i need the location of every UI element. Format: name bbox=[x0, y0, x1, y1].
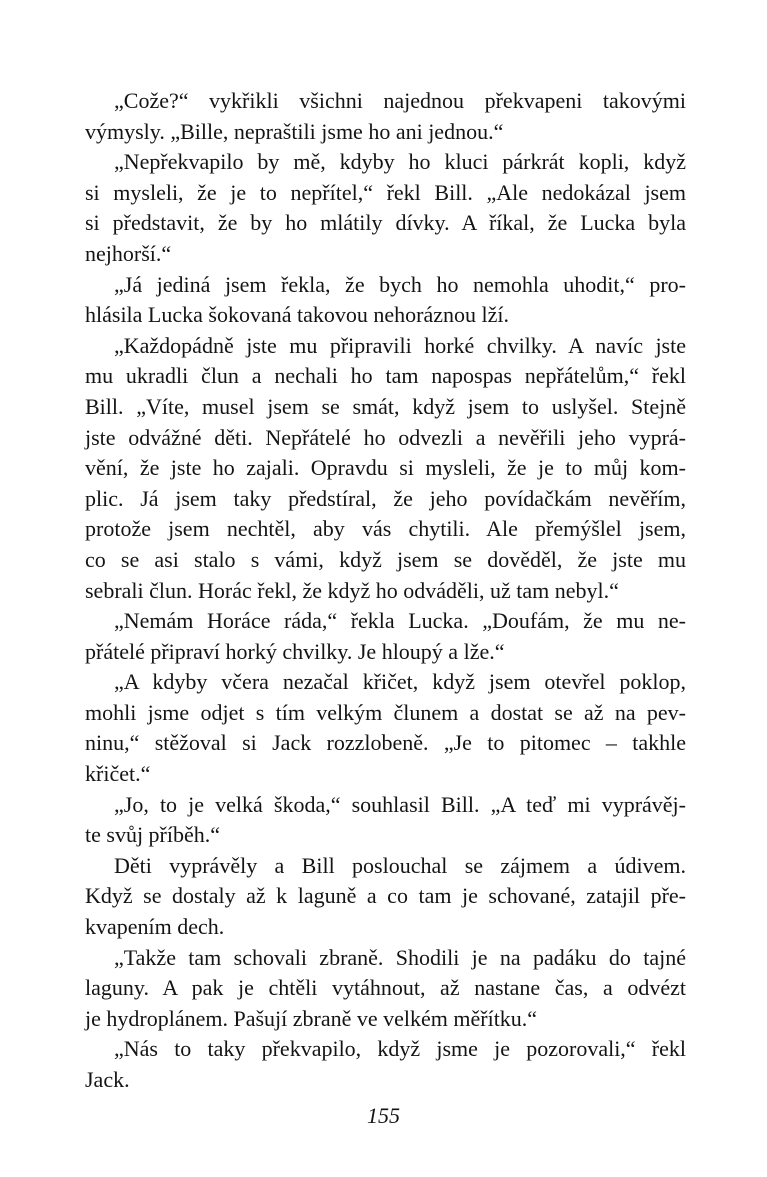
text-line: nejhorší.“ bbox=[85, 240, 172, 266]
text-line: mu ukradli člun a nechali ho tam napospas nepřátelům,“ řekl bbox=[85, 363, 686, 389]
paragraph bbox=[85, 851, 686, 943]
text-line: protože jsem nechtěl, aby vás chytili. Ale přemýšlel jsem, bbox=[85, 516, 686, 542]
text-line: křičet.“ bbox=[85, 761, 151, 787]
text-line: kvapením dech. bbox=[85, 914, 225, 940]
text-line: je hydroplánem. Pašují zbraně ve velkém měřítku.“ bbox=[85, 1005, 538, 1031]
paragraph bbox=[85, 147, 686, 269]
paragraph bbox=[85, 790, 686, 851]
text-line: „Cože?“ vykřikli všichni najednou překvapeni takovými bbox=[114, 88, 686, 113]
text-line: si mysleli, že je to nepřítel,“ řekl Bill. „Ale nedokázal jsem bbox=[85, 179, 686, 205]
text-line: hlásila Lucka šokovaná takovou nehoráznou lží. bbox=[85, 302, 509, 328]
text-line: Když se dostaly až k laguně a co tam je schované, zatajil pře- bbox=[85, 883, 686, 909]
text-line: vění, že jste ho zajali. Opravdu si mysleli, že je to můj kom- bbox=[85, 455, 686, 481]
text-line: přátelé připraví horký chvilky. Je hloupý a lže.“ bbox=[85, 638, 505, 664]
text-line: laguny. A pak je chtěli vytáhnout, až nastane čas, a odvézt bbox=[85, 975, 686, 1001]
paragraph bbox=[85, 331, 686, 606]
text-line: „Každopádně jste mu připravili horké chvilky. A navíc jste bbox=[114, 332, 686, 358]
text-line: „Nepřekvapilo by mě, kdyby ho kluci párkrát kopli, když bbox=[114, 149, 686, 175]
text-line: sebrali člun. Horác řekl, že když ho odváděli, už tam nebyl.“ bbox=[85, 577, 619, 603]
text-line: mohli jsme odjet s tím velkým člunem a dostat se až na pev- bbox=[85, 699, 686, 725]
paragraph bbox=[85, 270, 686, 331]
text-line: „Takže tam schovali zbraně. Shodili je na padáku do tajné bbox=[114, 944, 686, 970]
text-line: „Já jediná jsem řekla, že bych ho nemohla uhodit,“ pro- bbox=[114, 271, 686, 297]
text-line: Děti vyprávěly a Bill poslouchal se zájmem a údivem. bbox=[114, 852, 686, 878]
text-line: co se asi stalo s vámi, když jsem se dověděl, že jste mu bbox=[85, 546, 686, 572]
text-line: jste odvážné děti. Nepřátelé ho odvezli a nevěřili jeho vyprá- bbox=[85, 424, 686, 450]
paragraph bbox=[85, 1034, 686, 1095]
text-block bbox=[85, 86, 686, 1096]
text-line: Bill. „Víte, musel jsem se smát, když jsem to uslyšel. Stejně bbox=[85, 393, 686, 419]
text-line: si představit, že by ho mlátily dívky. A říkal, že Lucka byla bbox=[85, 210, 686, 236]
page-number: 155 bbox=[367, 1103, 400, 1128]
text-line: „A kdyby včera nezačal křičet, když jsem otevřel poklop, bbox=[114, 669, 686, 695]
paragraph bbox=[85, 667, 686, 789]
text-line: „Nemám Horáce ráda,“ řekla Lucka. „Doufám, že mu ne- bbox=[114, 608, 686, 634]
text-line: plic. Já jsem taky předstíral, že jeho povídačkám nevěřím, bbox=[85, 485, 686, 511]
text-line: „Nás to taky překvapilo, když jsme je pozorovali,“ řekl bbox=[114, 1036, 686, 1062]
text-line: ninu,“ stěžoval si Jack rozzlobeně. „Je to pitomec – takhle bbox=[85, 730, 686, 756]
text-line: Jack. bbox=[85, 1067, 130, 1092]
paragraph bbox=[85, 86, 686, 147]
paragraph bbox=[85, 606, 686, 667]
text-line: te svůj příběh.“ bbox=[85, 822, 221, 848]
text-line: výmysly. „Bille, nepraštili jsme ho ani jednou.“ bbox=[85, 118, 504, 144]
paragraph bbox=[85, 943, 686, 1035]
text-line: „Jo, to je velká škoda,“ souhlasil Bill. „A teď mi vyprávěj- bbox=[114, 791, 686, 817]
